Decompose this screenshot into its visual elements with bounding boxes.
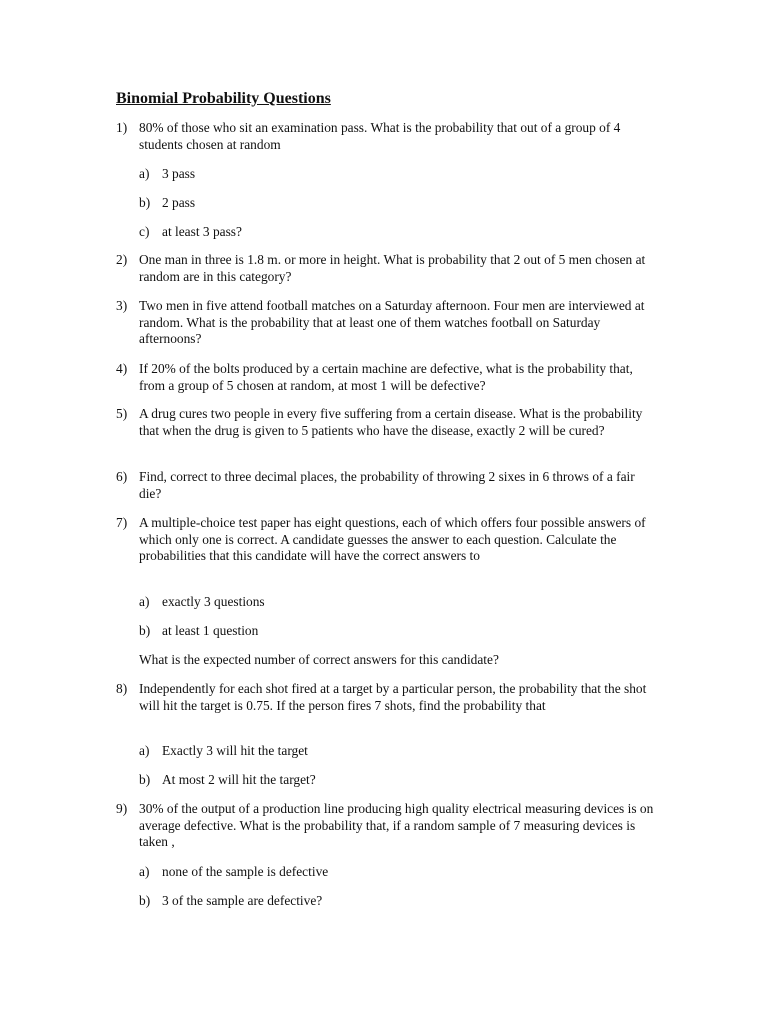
- question-number: 2): [116, 252, 128, 267]
- q1-sub-b: [139, 195, 195, 212]
- sub-text: At most 2 will hit the target?: [162, 772, 316, 787]
- q9-sub-a: [139, 864, 328, 881]
- sub-text: none of the sample is defective: [162, 864, 329, 879]
- page-title: Binomial Probability Questions: [116, 90, 331, 107]
- sub-text: at least 3 pass?: [162, 224, 242, 239]
- sub-text: 2 pass: [162, 195, 196, 210]
- sub-label: a): [139, 166, 150, 181]
- question-number: 9): [116, 801, 128, 816]
- q9-sub-b: [139, 893, 322, 910]
- sub-label: b): [139, 893, 151, 908]
- sub-text: exactly 3 questions: [162, 594, 265, 609]
- question-number: 5): [116, 406, 128, 421]
- sub-label: a): [139, 594, 150, 609]
- q7-sub-b: [139, 623, 258, 640]
- q1-sub-c: [139, 224, 242, 241]
- question-text: A multiple-choice test paper has eight questions, each of which offers four possible answers of which only one is correct. A candidate guesses the answer to each question. Calculate the probabilities that this candidate will have the correct answers to: [139, 515, 646, 564]
- question-number: 6): [116, 469, 128, 484]
- question-number: 7): [116, 515, 128, 530]
- sub-label: a): [139, 743, 150, 758]
- sub-text: at least 1 question: [162, 623, 259, 638]
- q1-sub-a: [139, 166, 195, 183]
- question-number: 3): [116, 298, 128, 313]
- sub-label: b): [139, 195, 151, 210]
- sub-label: a): [139, 864, 150, 879]
- question-text: 30% of the output of a production line producing high quality electrical measuring devices is on average defective. What is the probability that, if a random sample of 7 measuring devices is taken ,: [139, 801, 654, 850]
- q8-sub-b: [139, 772, 316, 789]
- question-text: Independently for each shot fired at a target by a particular person, the probability that the shot will hit the target is 0.75. If the person fires 7 shots, find the probability that: [139, 681, 647, 713]
- sub-text: 3 of the sample are defective?: [162, 893, 323, 908]
- question-text: 80% of those who sit an examination pass. What is the probability that out of a group of 4 students chosen at random: [139, 120, 621, 152]
- question-text: Find, correct to three decimal places, the probability of throwing 2 sixes in 6 throws of a fair die?: [139, 469, 635, 501]
- q7-sub-a: [139, 594, 265, 611]
- question-number: 4): [116, 361, 128, 376]
- question-text: One man in three is 1.8 m. or more in height. What is probability that 2 out of 5 men chosen at random are in this category?: [139, 252, 646, 284]
- q8-sub-a: [139, 743, 308, 760]
- question-text: A drug cures two people in every five suffering from a certain disease. What is the probability that when the drug is given to 5 patients who have the disease, exactly 2 will be cured?: [139, 406, 643, 438]
- question-text: Two men in five attend football matches on a Saturday afternoon. Four men are interviewed at random. What is the probability that at least one of them watches football on Saturday afternoons?: [139, 298, 645, 347]
- sub-label: c): [139, 224, 150, 239]
- sub-text: Exactly 3 will hit the target: [162, 743, 308, 758]
- sub-label: b): [139, 623, 151, 638]
- question-number: 1): [116, 120, 128, 135]
- sub-text: 3 pass: [162, 166, 196, 181]
- question-number: 8): [116, 681, 128, 696]
- q7-followup: What is the expected number of correct answers for this candidate?: [139, 652, 499, 667]
- question-text: If 20% of the bolts produced by a certain machine are defective, what is the probability that, from a group of 5 chosen at random, at most 1 will be defective?: [139, 361, 633, 393]
- sub-label: b): [139, 772, 151, 787]
